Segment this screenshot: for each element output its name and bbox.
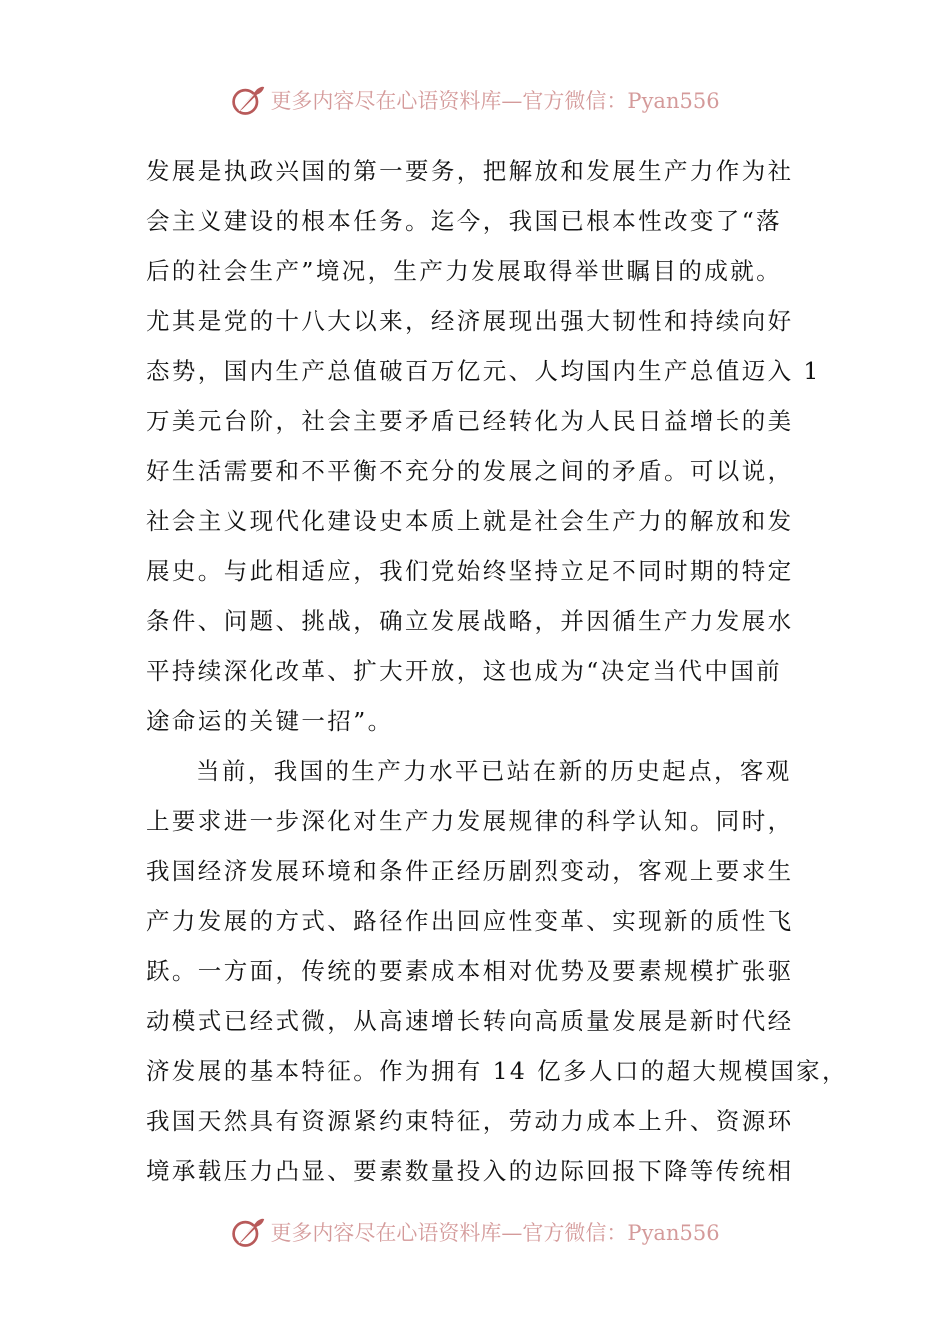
watermark-footer bbox=[0, 1212, 950, 1252]
paragraph bbox=[146, 146, 821, 746]
text-line: 动模式已经式微，从高速增长转向高质量发展是新时代经 bbox=[146, 1007, 794, 1035]
text-line: 我国经济发展环境和条件正经历剧烈变动，客观上要求生 bbox=[146, 857, 794, 885]
text-line: 我国天然具有资源紧约束特征，劳动力成本上升、资源环 bbox=[146, 1107, 794, 1135]
quill-logo-icon bbox=[230, 1214, 266, 1250]
watermark-text: 更多内容尽在心语资料库—官方微信：Pyan556 bbox=[270, 89, 720, 113]
paragraph bbox=[146, 746, 848, 1196]
text-line: 万美元台阶，社会主要矛盾已经转化为人民日益增长的美 bbox=[146, 407, 794, 435]
text-line: 济发展的基本特征。作为拥有 14 亿多人口的超大规模国家， bbox=[146, 1057, 848, 1085]
text-line: 跃。一方面，传统的要素成本相对优势及要素规模扩张驱 bbox=[146, 957, 794, 985]
text-line: 态势，国内生产总值破百万亿元、人均国内生产总值迈入 1 bbox=[146, 357, 821, 385]
watermark-header bbox=[0, 80, 950, 120]
text-line: 展史。与此相适应，我们党始终坚持立足不同时期的特定 bbox=[146, 557, 794, 585]
text-line: 上要求进一步深化对生产力发展规律的科学认知。同时， bbox=[146, 807, 794, 835]
text-line: 发展是执政兴国的第一要务，把解放和发展生产力作为社 bbox=[146, 157, 794, 185]
text-line: 当前，我国的生产力水平已站在新的历史起点，客观 bbox=[196, 757, 792, 785]
text-line: 尤其是党的十八大以来，经济展现出强大韧性和持续向好 bbox=[146, 307, 794, 335]
text-line: 途命运的关键一招”。 bbox=[146, 707, 394, 735]
watermark-text: 更多内容尽在心语资料库—官方微信：Pyan556 bbox=[270, 1221, 720, 1245]
text-line: 境承载压力凸显、要素数量投入的边际回报下降等传统相 bbox=[146, 1157, 794, 1185]
text-line: 社会主义现代化建设史本质上就是社会生产力的解放和发 bbox=[146, 507, 794, 535]
document-body bbox=[146, 146, 848, 1196]
text-line: 产力发展的方式、路径作出回应性变革、实现新的质性飞 bbox=[146, 907, 794, 935]
text-line: 会主义建设的根本任务。迄今，我国已根本性改变了“落 bbox=[146, 207, 783, 235]
quill-logo-icon bbox=[230, 82, 266, 118]
text-line: 后的社会生产”境况，生产力发展取得举世瞩目的成就。 bbox=[146, 257, 783, 285]
text-line: 平持续深化改革、扩大开放，这也成为“决定当代中国前 bbox=[146, 657, 783, 685]
text-line: 好生活需要和不平衡不充分的发展之间的矛盾。可以说， bbox=[146, 457, 794, 485]
text-line: 条件、问题、挑战，确立发展战略，并因循生产力发展水 bbox=[146, 607, 794, 635]
